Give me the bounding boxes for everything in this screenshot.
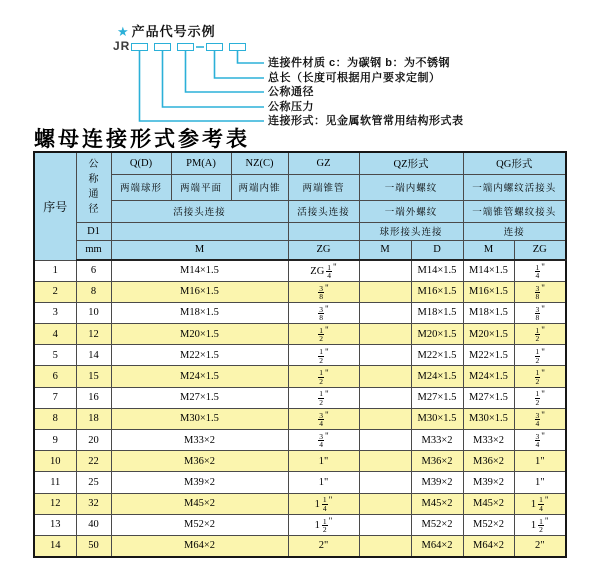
col-header-pm: PM(A): [171, 152, 231, 174]
fraction: $\frac{3}{8}$: [319, 283, 324, 302]
cell-m-thread: M33×2: [111, 430, 288, 451]
cell-seq: 10: [34, 451, 76, 472]
cell-qz-d: M36×2: [411, 451, 463, 472]
cell-qg-zg: $\frac{3}{8}$ ": [514, 281, 566, 302]
cell-gz: $\frac{3}{8}$ ": [288, 302, 359, 323]
table-row: [34, 514, 566, 535]
cell-qz-m: [359, 514, 411, 535]
cell-qg-m: M36×2: [463, 451, 514, 472]
nut-connection-table: [33, 151, 567, 558]
code-box-1: [131, 43, 148, 51]
fraction: $\frac{1}{2}$: [535, 347, 540, 365]
cell-qg-m: M64×2: [463, 535, 514, 556]
cell-m-thread: M64×2: [111, 535, 288, 556]
table-row: [34, 345, 566, 366]
fraction: $\frac{3}{4}$: [319, 431, 324, 450]
cell-dn-mm: 32: [76, 493, 111, 514]
label-connection-form: 连接形式：见金属软管常用结构形式表: [268, 115, 464, 127]
fraction: $\frac{1}{2}$: [539, 516, 543, 535]
code-box-4: [206, 43, 223, 51]
cell-gz: $\frac{3}{4}$ ": [288, 430, 359, 451]
table-row: [34, 472, 566, 493]
cell-qz-m: [359, 472, 411, 493]
cell-qz-m: [359, 281, 411, 302]
cell-qz-m: [359, 387, 411, 408]
cell-gz: $\frac{3}{8}$ ": [288, 281, 359, 302]
cell-m-thread: M52×2: [111, 514, 288, 535]
cell-dn-mm: 12: [76, 324, 111, 345]
header-blank-cell: [111, 222, 288, 240]
unit-qz-m: M: [359, 240, 411, 260]
col-header-nz: NZ(C): [231, 152, 288, 174]
cell-seq: 2: [34, 281, 76, 302]
cell-dn-mm: 50: [76, 535, 111, 556]
cell-qz-d: M45×2: [411, 493, 463, 514]
cell-qg-zg: $\frac{1}{2}$ ": [514, 324, 566, 345]
cell-qg-zg: $\frac{1}{2}$ ": [514, 387, 566, 408]
cell-m-thread: M36×2: [111, 451, 288, 472]
cell-qz-m: [359, 451, 411, 472]
cell-qg-zg: 2": [514, 535, 566, 556]
cell-qz-d: M18×1.5: [411, 302, 463, 323]
cell-gz: $\frac{1}{2}$ ": [288, 324, 359, 345]
cell-qg-m: M52×2: [463, 514, 514, 535]
cell-qg-m: M39×2: [463, 472, 514, 493]
cell-qg-m: M18×1.5: [463, 302, 514, 323]
cell-seq: 14: [34, 535, 76, 556]
label-nominal-pressure: 公称压力: [268, 101, 314, 113]
col-header-q: Q(D): [111, 152, 171, 174]
cell-qg-m: M33×2: [463, 430, 514, 451]
cell-qz-m: [359, 430, 411, 451]
unit-qg-zg: ZG: [514, 240, 566, 260]
table-row: [34, 281, 566, 302]
cell-gz: 2": [288, 535, 359, 556]
table-row: [34, 387, 566, 408]
cell-gz: 1": [288, 451, 359, 472]
label-material: 连接件材质 c：为碳钢 b：为不锈钢: [268, 57, 450, 69]
fraction: $\frac{1}{2}$: [535, 325, 540, 344]
table-row: [34, 260, 566, 281]
cell-dn-mm: 16: [76, 387, 111, 408]
diagram-title-text: 产品代号示例: [131, 24, 216, 39]
cell-qz-m: [359, 302, 411, 323]
fraction: $\frac{3}{4}$: [535, 410, 540, 429]
cell-dn-mm: 22: [76, 451, 111, 472]
subheader-nz: 两端内锥: [231, 174, 288, 200]
cell-m-thread: M27×1.5: [111, 387, 288, 408]
table-row: [34, 302, 566, 323]
cell-dn-mm: 6: [76, 260, 111, 281]
cell-qz-m: [359, 345, 411, 366]
fraction: $\frac{1}{4}$: [327, 262, 332, 281]
cell-qz-d: M16×1.5: [411, 281, 463, 302]
subheader-qz: 一端内螺纹: [359, 174, 463, 200]
fraction: $\frac{1}{2}$: [319, 347, 324, 365]
cell-qz-m: [359, 535, 411, 556]
fraction: $\frac{1}{4}$: [322, 495, 327, 513]
cell-seq: 12: [34, 493, 76, 514]
fraction: $\frac{1}{2}$: [322, 516, 327, 535]
cell-seq: 4: [34, 324, 76, 345]
fraction: $\frac{1}{2}$: [535, 389, 540, 407]
subheader-pm: 两端平面: [171, 174, 231, 200]
cell-m-thread: M18×1.5: [111, 302, 288, 323]
col-header-qg: QG形式: [463, 152, 566, 174]
cell-dn-mm: 25: [76, 472, 111, 493]
cell-qg-zg: $\frac{1}{2}$ ": [514, 366, 566, 387]
unit-mm: mm: [76, 240, 111, 260]
cell-seq: 7: [34, 387, 76, 408]
cell-qg-m: M14×1.5: [463, 260, 514, 281]
fraction: $\frac{1}{2}$: [535, 368, 540, 386]
unit-m: M: [111, 240, 288, 260]
col-header-qz: QZ形式: [359, 152, 463, 174]
cell-seq: 11: [34, 472, 76, 493]
cell-qz-d: M39×2: [411, 472, 463, 493]
cell-m-thread: M39×2: [111, 472, 288, 493]
table-row: [34, 493, 566, 514]
fraction: $\frac{3}{8}$: [535, 304, 540, 323]
fraction: $\frac{1}{2}$: [319, 368, 324, 386]
subheader-qg: 一端内螺纹活接头: [463, 174, 566, 200]
product-code-prefix: JR: [113, 39, 131, 53]
cell-qz-d: M24×1.5: [411, 366, 463, 387]
table-row: [34, 324, 566, 345]
cell-qz-m: [359, 324, 411, 345]
cell-gz: $\frac{3}{4}$ ": [288, 408, 359, 429]
table-row: [34, 451, 566, 472]
unit-qz-d: D: [411, 240, 463, 260]
cell-dn-mm: 18: [76, 408, 111, 429]
cell-qg-zg: $\frac{1}{4}$ ": [514, 260, 566, 281]
table-row: [34, 430, 566, 451]
cell-qz-m: [359, 260, 411, 281]
cell-qz-m: [359, 408, 411, 429]
cell-gz: $\frac{1}{2}$ ": [288, 366, 359, 387]
fraction: $\frac{1}{4}$: [539, 495, 543, 513]
cell-qg-zg: $\frac{3}{4}$ ": [514, 408, 566, 429]
cell-qg-zg: $\frac{3}{8}$ ": [514, 302, 566, 323]
col-header-gz: GZ: [288, 152, 359, 174]
cell-qg-m: M27×1.5: [463, 387, 514, 408]
star-icon: ★: [117, 24, 130, 39]
cell-dn-mm: 10: [76, 302, 111, 323]
label-total-length: 总长（长度可根据用户要求定制）: [268, 72, 441, 84]
cell-qz-m: [359, 366, 411, 387]
code-box-2: [154, 43, 171, 51]
conn-type-qpmnz: 活接头连接: [111, 200, 288, 222]
conn-type-qg-2: 连接: [463, 222, 566, 240]
cell-qz-d: M30×1.5: [411, 408, 463, 429]
table-header: [34, 152, 566, 260]
cell-m-thread: M22×1.5: [111, 345, 288, 366]
cell-qz-d: M33×2: [411, 430, 463, 451]
cell-qg-zg: 1": [514, 472, 566, 493]
cell-qz-d: M27×1.5: [411, 387, 463, 408]
col-header-seq: 序号: [34, 152, 76, 260]
code-box-5: [229, 43, 246, 51]
subheader-gz: 两端锥管: [288, 174, 359, 200]
cell-qg-zg: 1 $\frac{1}{2}$ ": [514, 514, 566, 535]
cell-m-thread: M45×2: [111, 493, 288, 514]
table-row: [34, 535, 566, 556]
unit-qg-m: M: [463, 240, 514, 260]
cell-qz-d: M20×1.5: [411, 324, 463, 345]
cell-qg-zg: 1 $\frac{1}{4}$ ": [514, 493, 566, 514]
cell-seq: 13: [34, 514, 76, 535]
col-header-nominal-dia: 公称通径: [76, 152, 111, 222]
fraction: $\frac{3}{4}$: [535, 431, 540, 450]
table-body: [34, 260, 566, 557]
cell-seq: 1: [34, 260, 76, 281]
diagram-title: [117, 21, 216, 40]
cell-dn-mm: 15: [76, 366, 111, 387]
conn-type-qg: 一端锥管螺纹接头: [463, 200, 566, 222]
cell-m-thread: M16×1.5: [111, 281, 288, 302]
conn-type-qz-2: 球形接头连接: [359, 222, 463, 240]
header-blank-cell: [288, 222, 359, 240]
cell-gz: ZG $\frac{1}{4}$ ": [288, 260, 359, 281]
cell-qg-m: M22×1.5: [463, 345, 514, 366]
cell-m-thread: M24×1.5: [111, 366, 288, 387]
cell-seq: 5: [34, 345, 76, 366]
cell-qg-m: M24×1.5: [463, 366, 514, 387]
cell-gz: 1": [288, 472, 359, 493]
cell-gz: 1 $\frac{1}{2}$ ": [288, 514, 359, 535]
table-title: 螺母连接形式参考表: [34, 127, 250, 151]
table-row: [34, 408, 566, 429]
conn-type-gz: 活接头连接: [288, 200, 359, 222]
conn-type-qz: 一端外螺纹: [359, 200, 463, 222]
fraction: $\frac{3}{8}$: [319, 304, 324, 323]
cell-qg-m: M45×2: [463, 493, 514, 514]
fraction: $\frac{3}{4}$: [319, 410, 324, 429]
cell-qz-d: M52×2: [411, 514, 463, 535]
cell-seq: 8: [34, 408, 76, 429]
cell-qg-zg: $\frac{3}{4}$ ": [514, 430, 566, 451]
fraction: $\frac{3}{8}$: [535, 283, 540, 302]
cell-seq: 6: [34, 366, 76, 387]
cell-m-thread: M14×1.5: [111, 260, 288, 281]
cell-qz-d: M64×2: [411, 535, 463, 556]
cell-qz-m: [359, 493, 411, 514]
cell-qg-m: M16×1.5: [463, 281, 514, 302]
label-nominal-diameter: 公称通径: [268, 86, 314, 98]
unit-zg: ZG: [288, 240, 359, 260]
cell-qz-d: M14×1.5: [411, 260, 463, 281]
cell-qg-zg: $\frac{1}{2}$ ": [514, 345, 566, 366]
cell-m-thread: M20×1.5: [111, 324, 288, 345]
fraction: $\frac{1}{2}$: [319, 389, 324, 407]
fraction: $\frac{1}{2}$: [319, 325, 324, 344]
cell-gz: $\frac{1}{2}$ ": [288, 345, 359, 366]
cell-qz-d: M22×1.5: [411, 345, 463, 366]
header-d1: D1: [76, 222, 111, 240]
cell-m-thread: M30×1.5: [111, 408, 288, 429]
cell-qg-zg: 1": [514, 451, 566, 472]
cell-seq: 3: [34, 302, 76, 323]
cell-gz: 1 $\frac{1}{4}$ ": [288, 493, 359, 514]
cell-dn-mm: 20: [76, 430, 111, 451]
fraction: $\frac{1}{4}$: [535, 262, 540, 281]
cell-dn-mm: 8: [76, 281, 111, 302]
subheader-q: 两端球形: [111, 174, 171, 200]
table-row: [34, 366, 566, 387]
cell-dn-mm: 14: [76, 345, 111, 366]
cell-seq: 9: [34, 430, 76, 451]
cell-dn-mm: 40: [76, 514, 111, 535]
cell-qg-m: M20×1.5: [463, 324, 514, 345]
code-box-3: [177, 43, 194, 51]
cell-gz: $\frac{1}{2}$ ": [288, 387, 359, 408]
cell-qg-m: M30×1.5: [463, 408, 514, 429]
